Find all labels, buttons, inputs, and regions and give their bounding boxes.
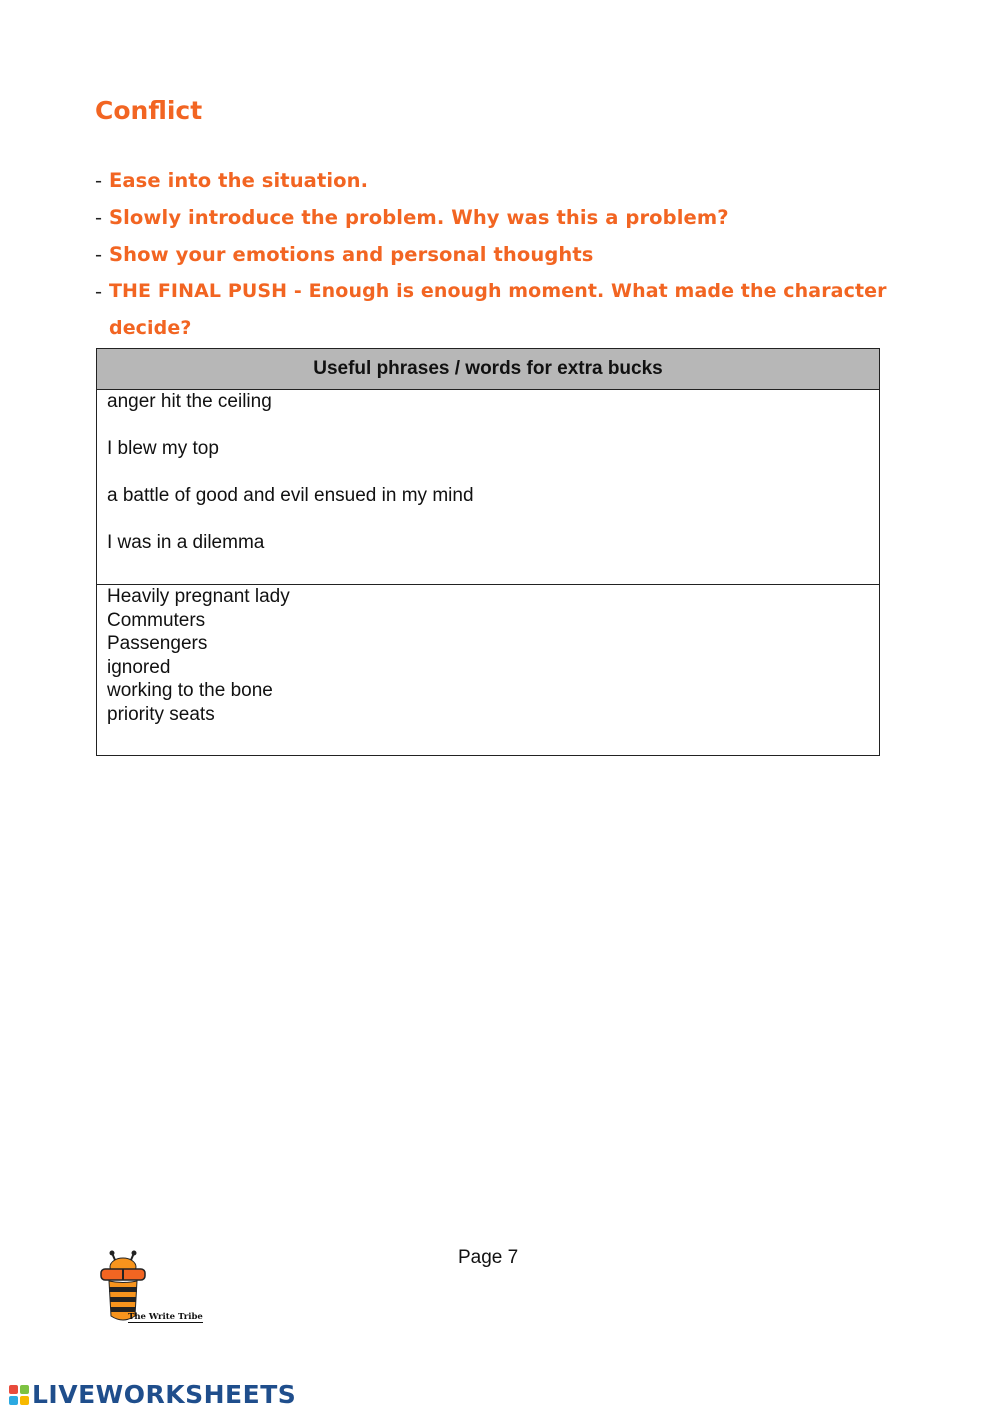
section-heading: Conflict (95, 96, 203, 125)
brand-text: LIVEWORKSHEETS (32, 1380, 297, 1409)
instruction-text: Ease into the situation. (109, 169, 369, 192)
dash-bullet: - (95, 206, 103, 229)
phrase-item: anger hit the ceiling (107, 391, 272, 412)
instruction-text: Show your emotions and personal thoughts (109, 243, 594, 266)
instruction-text: THE FINAL PUSH - Enough is enough moment. What made the character decide? (109, 280, 887, 339)
dash-bullet: - (95, 243, 103, 266)
instruction-item (95, 273, 915, 347)
word-item: working to the bone (107, 680, 273, 702)
word-item: priority seats (107, 703, 215, 725)
liveworksheets-brand[interactable] (8, 1380, 296, 1409)
dash-bullet: - (95, 280, 103, 303)
word-item: Commuters (107, 609, 206, 631)
liveworksheets-icon (8, 1384, 30, 1406)
instruction-text: Slowly introduce the problem. Why was this a problem? (109, 206, 729, 229)
word-item: Passengers (107, 633, 208, 655)
instruction-item (95, 162, 915, 199)
phrase-item: I blew my top (107, 438, 219, 459)
instruction-item (95, 236, 915, 273)
word-item: ignored (107, 656, 171, 678)
words-cell (97, 585, 880, 756)
instruction-list (95, 162, 915, 347)
instruction-item (95, 199, 915, 236)
word-item: Heavily pregnant lady (107, 586, 290, 607)
write-tribe-logo (98, 1250, 208, 1330)
logo-text: The Write Tribe (128, 1312, 203, 1322)
table-header: Useful phrases / words for extra bucks (97, 349, 880, 390)
phrases-cell (97, 390, 880, 585)
useful-phrases-table (96, 348, 880, 756)
phrase-item: I was in a dilemma (107, 532, 265, 553)
dash-bullet: - (95, 169, 103, 192)
page-number: Page 7 (458, 1247, 519, 1268)
phrase-item: a battle of good and evil ensued in my mind (107, 485, 474, 506)
